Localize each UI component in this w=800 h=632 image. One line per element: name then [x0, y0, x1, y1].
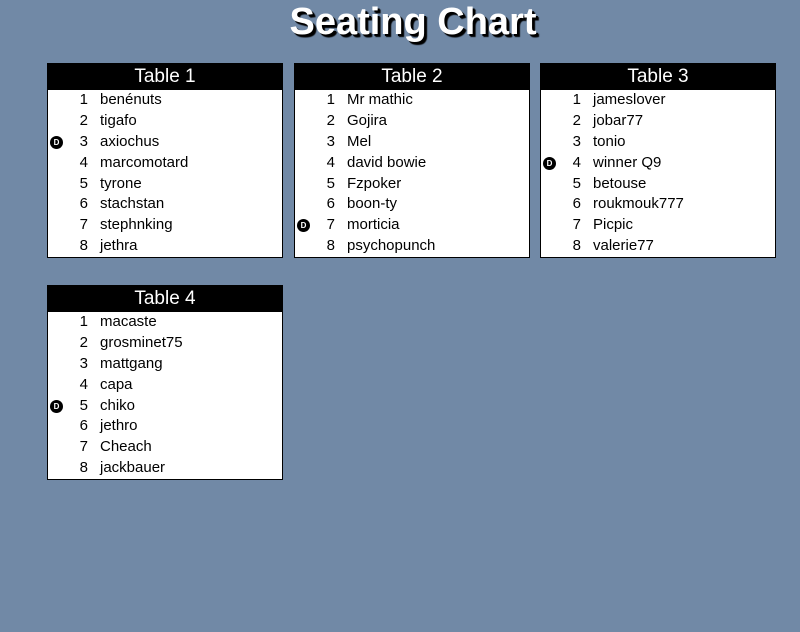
seat-number: 3 — [79, 132, 88, 150]
seat-number: 1 — [326, 91, 335, 108]
seat-row — [541, 236, 775, 257]
seat-number: 4 — [79, 375, 88, 393]
seat-number: 6 — [572, 195, 581, 213]
seat-row — [541, 111, 775, 132]
table-card-3 — [540, 63, 776, 258]
seat-number: 7 — [79, 438, 88, 456]
seat-number: 6 — [79, 195, 88, 213]
dealer-button-icon: D — [50, 400, 63, 413]
player-name: macaste — [100, 313, 157, 330]
seat-number: 8 — [572, 237, 581, 255]
seat-row — [541, 90, 775, 111]
seat-number: 1 — [79, 313, 88, 330]
seat-number: 1 — [572, 91, 581, 108]
seat-row — [48, 215, 282, 236]
seat-row — [541, 215, 775, 236]
dealer-button-icon: D — [543, 157, 556, 170]
seat-row — [541, 174, 775, 195]
seat-number: 5 — [326, 174, 335, 192]
table-header: Table 3 — [541, 64, 775, 90]
dealer-button-icon: D — [50, 136, 63, 149]
seat-number: 2 — [79, 333, 88, 351]
seat-number: 2 — [326, 111, 335, 129]
player-name: roukmouk777 — [593, 195, 684, 213]
player-name: jameslover — [593, 91, 666, 108]
seat-row — [48, 458, 282, 479]
seat-number: 8 — [79, 237, 88, 255]
table-card-1 — [47, 63, 283, 258]
seat-number: 2 — [572, 111, 581, 129]
seat-row — [295, 111, 529, 132]
seat-number: 7 — [326, 216, 335, 234]
player-name: Picpic — [593, 216, 634, 234]
player-name: jackbauer — [100, 459, 166, 477]
player-name: jethro — [100, 417, 138, 435]
seat-list — [541, 90, 775, 257]
seat-number: 3 — [79, 354, 88, 372]
player-name: morticia — [347, 216, 400, 234]
player-name: capa — [100, 375, 133, 393]
seat-row — [48, 174, 282, 195]
player-name: mattgang — [100, 354, 163, 372]
seat-row — [295, 153, 529, 174]
seat-row — [48, 354, 282, 375]
player-name: winner Q9 — [593, 153, 662, 171]
seat-row — [48, 396, 282, 417]
seat-number: 5 — [572, 174, 581, 192]
player-name: stephnking — [100, 216, 173, 234]
player-name: stachstan — [100, 195, 165, 213]
seat-number: 1 — [79, 91, 88, 108]
seat-number: 6 — [326, 195, 335, 213]
player-name: Cheach — [100, 438, 152, 456]
seat-row — [295, 174, 529, 195]
player-name: axiochus — [100, 132, 160, 150]
seat-row — [48, 437, 282, 458]
player-name: psychopunch — [347, 237, 436, 255]
seat-number: 4 — [572, 153, 581, 171]
seat-row — [541, 194, 775, 215]
seat-number: 5 — [79, 396, 88, 414]
page-title: Seating Chart — [289, 1, 537, 43]
seat-number: 2 — [79, 111, 88, 129]
seat-row — [48, 153, 282, 174]
player-name: Mel — [347, 132, 372, 150]
player-name: tigafo — [100, 111, 137, 129]
seat-row — [48, 312, 282, 333]
seat-number: 4 — [79, 153, 88, 171]
seat-row — [48, 236, 282, 257]
seat-list — [295, 90, 529, 257]
seat-number: 6 — [79, 417, 88, 435]
seat-number: 8 — [326, 237, 335, 255]
seat-row — [295, 194, 529, 215]
seat-number: 4 — [326, 153, 335, 171]
seat-row — [48, 416, 282, 437]
dealer-button-icon: D — [297, 219, 310, 232]
seat-number: 5 — [79, 174, 88, 192]
table-header: Table 1 — [48, 64, 282, 90]
seat-row — [48, 375, 282, 396]
table-header: Table 4 — [48, 286, 282, 312]
player-name: betouse — [593, 174, 647, 192]
player-name: Mr mathic — [347, 91, 413, 108]
seat-row — [48, 194, 282, 215]
seat-number: 3 — [326, 132, 335, 150]
seat-row — [48, 90, 282, 111]
seat-row — [295, 90, 529, 111]
player-name: Gojira — [347, 111, 388, 129]
seat-row — [48, 132, 282, 153]
player-name: tonio — [593, 132, 626, 150]
seat-number: 3 — [572, 132, 581, 150]
player-name: tyrone — [100, 174, 142, 192]
seat-number: 7 — [79, 216, 88, 234]
player-name: marcomotard — [100, 153, 189, 171]
player-name: jethra — [100, 237, 138, 255]
table-card-2 — [294, 63, 530, 258]
player-name: jobar77 — [593, 111, 644, 129]
seat-row — [541, 132, 775, 153]
player-name: david bowie — [347, 153, 427, 171]
table-header: Table 2 — [295, 64, 529, 90]
seat-list — [48, 312, 282, 479]
player-name: Fzpoker — [347, 174, 402, 192]
seat-list — [48, 90, 282, 257]
player-name: chiko — [100, 396, 136, 414]
seat-number: 7 — [572, 216, 581, 234]
player-name: valerie77 — [593, 237, 654, 255]
seat-row — [295, 132, 529, 153]
player-name: grosminet75 — [100, 333, 183, 351]
table-card-4 — [47, 285, 283, 480]
seat-row — [295, 215, 529, 236]
seat-row — [295, 236, 529, 257]
seat-row — [541, 153, 775, 174]
player-name: benénuts — [100, 91, 162, 108]
seat-row — [48, 111, 282, 132]
seat-row — [48, 333, 282, 354]
player-name: boon-ty — [347, 195, 398, 213]
seat-number: 8 — [79, 459, 88, 477]
